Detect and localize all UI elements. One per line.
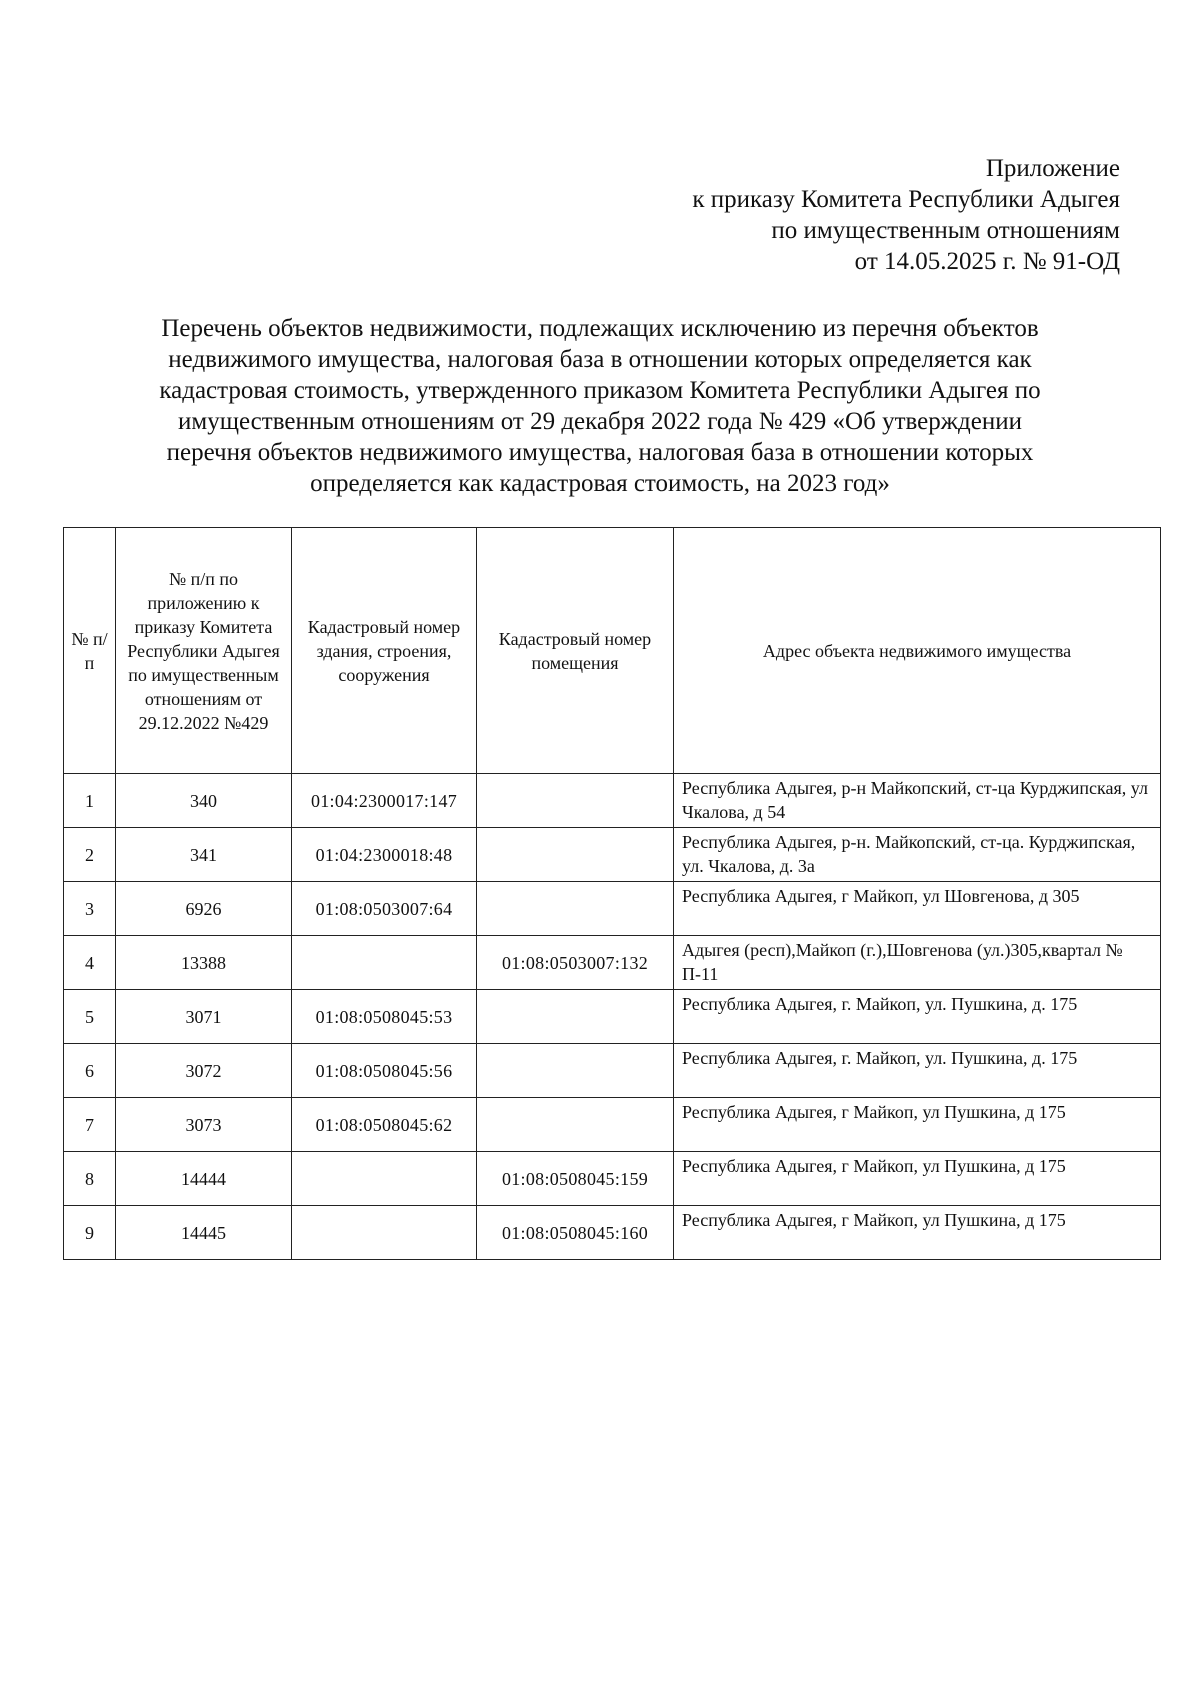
cell-num: 1 — [64, 774, 116, 828]
cell-num: 3 — [64, 882, 116, 936]
table-header-row — [64, 528, 1161, 774]
cell-premises: 01:08:0508045:160 — [477, 1206, 674, 1260]
table-row — [64, 1098, 1161, 1152]
cell-address: Республика Адыгея, р-н. Майкопский, ст-ца. Курджипская, ул. Чкалова, д. 3а — [674, 828, 1161, 882]
cell-ref: 341 — [116, 828, 292, 882]
property-list-table — [63, 527, 1161, 1260]
header-building-cadastre: Кадастровый номер здания, строения, сооружения — [292, 528, 477, 774]
title-line: кадастровая стоимость, утвержденного приказом Комитета Республики Адыгея по — [159, 377, 1041, 404]
cell-premises — [477, 1098, 674, 1152]
cell-num: 4 — [64, 936, 116, 990]
cell-building: 01:08:0508045:53 — [292, 990, 477, 1044]
table-row — [64, 1206, 1161, 1260]
cell-building — [292, 1206, 477, 1260]
cell-address: Республика Адыгея, р-н Майкопский, ст-ца Курджипская, ул Чкалова, д 54 — [674, 774, 1161, 828]
cell-building: 01:04:2300018:48 — [292, 828, 477, 882]
cell-building: 01:04:2300017:147 — [292, 774, 477, 828]
header-premises-cadastre: Кадастровый номер помещения — [477, 528, 674, 774]
cell-premises: 01:08:0508045:159 — [477, 1152, 674, 1206]
appendix-line: к приказу Комитета Республики Адыгея — [692, 186, 1120, 213]
cell-address: Республика Адыгея, г Майкоп, ул Шовгенова, д 305 — [674, 882, 1161, 936]
cell-address: Республика Адыгея, г. Майкоп, ул. Пушкина, д. 175 — [674, 1044, 1161, 1098]
cell-num: 2 — [64, 828, 116, 882]
title-line: недвижимого имущества, налоговая база в отношении которых определяется как — [168, 346, 1032, 373]
document-title — [100, 313, 1100, 499]
cell-ref: 13388 — [116, 936, 292, 990]
cell-premises: 01:08:0503007:132 — [477, 936, 674, 990]
cell-ref: 14444 — [116, 1152, 292, 1206]
cell-address: Республика Адыгея, г Майкоп, ул Пушкина, д 175 — [674, 1152, 1161, 1206]
cell-num: 9 — [64, 1206, 116, 1260]
cell-num: 5 — [64, 990, 116, 1044]
cell-premises — [477, 774, 674, 828]
table-row — [64, 828, 1161, 882]
cell-ref: 3072 — [116, 1044, 292, 1098]
table-row — [64, 936, 1161, 990]
appendix-line: Приложение — [985, 155, 1120, 182]
cell-address: Адыгея (респ),Майкоп (г.),Шовгенова (ул.)305,квартал № П-11 — [674, 936, 1161, 990]
title-line: перечня объектов недвижимого имущества, налоговая база в отношении которых — [166, 439, 1034, 466]
cell-premises — [477, 882, 674, 936]
cell-premises — [477, 1044, 674, 1098]
cell-address: Республика Адыгея, г Майкоп, ул Пушкина, д 175 — [674, 1098, 1161, 1152]
appendix-line: от 14.05.2025 г. № 91-ОД — [854, 248, 1120, 275]
cell-building — [292, 936, 477, 990]
table-row — [64, 1044, 1161, 1098]
cell-ref: 3071 — [116, 990, 292, 1044]
cell-num: 7 — [64, 1098, 116, 1152]
title-line: имущественным отношениям от 29 декабря 2022 года № 429 «Об утверждении — [178, 408, 1022, 435]
table-row — [64, 1152, 1161, 1206]
cell-premises — [477, 828, 674, 882]
appendix-header — [420, 153, 1120, 277]
title-line: определяется как кадастровая стоимость, на 2023 год» — [310, 470, 890, 497]
title-line: Перечень объектов недвижимости, подлежащих исключению из перечня объектов — [161, 315, 1039, 342]
cell-building: 01:08:0503007:64 — [292, 882, 477, 936]
cell-ref: 14445 — [116, 1206, 292, 1260]
cell-ref: 3073 — [116, 1098, 292, 1152]
cell-building — [292, 1152, 477, 1206]
header-address: Адрес объекта недвижимого имущества — [674, 528, 1161, 774]
header-ref: № п/п по приложению к приказу Комитета Республики Адыгея по имущественным отношениям от 29.12.2022 №429 — [116, 528, 292, 774]
cell-address: Республика Адыгея, г. Майкоп, ул. Пушкина, д. 175 — [674, 990, 1161, 1044]
cell-building: 01:08:0508045:56 — [292, 1044, 477, 1098]
cell-num: 6 — [64, 1044, 116, 1098]
cell-ref: 6926 — [116, 882, 292, 936]
cell-address: Республика Адыгея, г Майкоп, ул Пушкина, д 175 — [674, 1206, 1161, 1260]
appendix-line: по имущественным отношениям — [771, 217, 1120, 244]
cell-building: 01:08:0508045:62 — [292, 1098, 477, 1152]
header-num: № п/п — [64, 528, 116, 774]
cell-num: 8 — [64, 1152, 116, 1206]
table-row — [64, 990, 1161, 1044]
table-row — [64, 774, 1161, 828]
cell-ref: 340 — [116, 774, 292, 828]
cell-premises — [477, 990, 674, 1044]
table-row — [64, 882, 1161, 936]
